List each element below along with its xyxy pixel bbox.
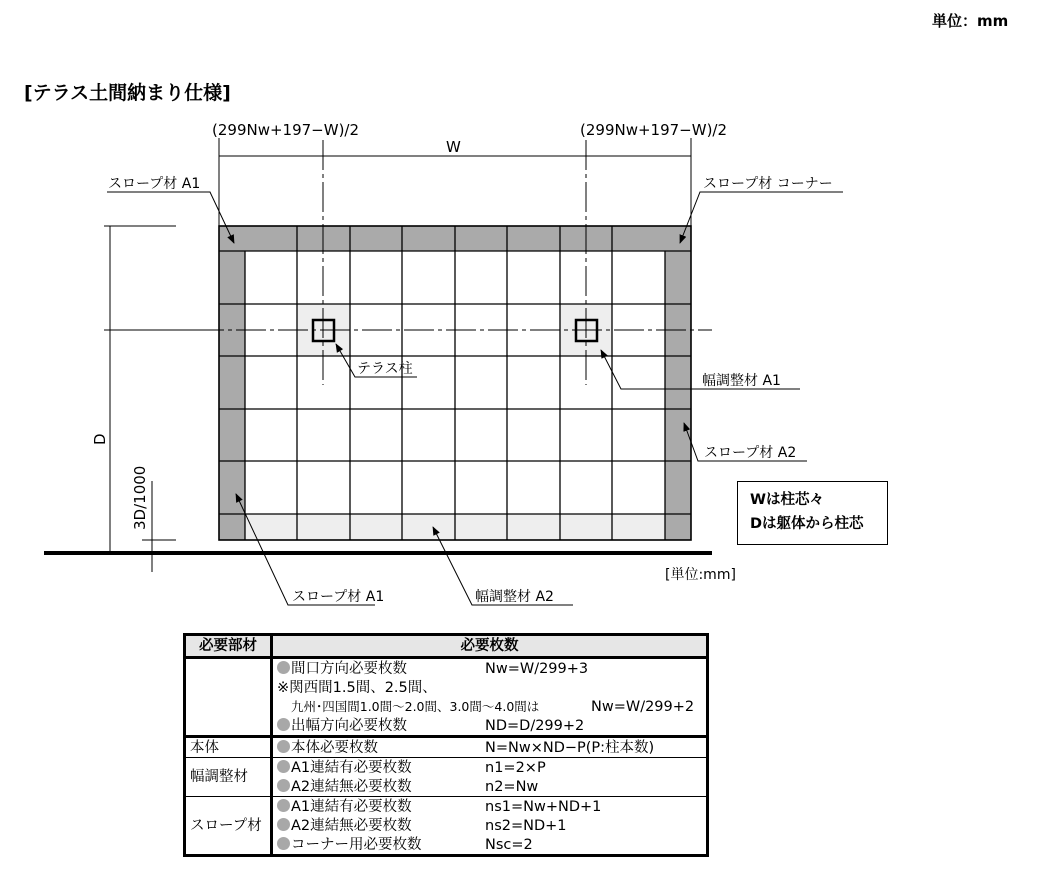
table-row: 九州･四国間1.0間～2.0間、3.0間～4.0間は Nw=W/299+2 (291, 698, 695, 715)
callout-terrace-pillar: テラス柱 (357, 361, 413, 377)
note-line-1: Wは柱芯々 (750, 492, 824, 508)
callout-slope-corner: スロープ材 コーナー (703, 176, 833, 192)
table-header-row (185, 635, 708, 658)
callout-slope-a2: スロープ材 A2 (704, 445, 797, 461)
dim-right-offset: (299Nw+197−W)/2 (580, 121, 728, 139)
category-cell (185, 658, 272, 737)
bullet-icon (277, 837, 290, 850)
grid-lines (219, 226, 691, 540)
table-section-slope (185, 797, 708, 856)
table-section-width-adjust (185, 758, 708, 797)
table-row: ※関西間1.5間、2.5間、 (277, 679, 437, 696)
bullet-icon (277, 760, 290, 773)
callout-slope-a1-top: スロープ材 A1 (108, 176, 201, 192)
table-section-body (185, 737, 708, 758)
bullet-icon (277, 740, 290, 753)
table-row: A1連結有必要枚数 n1=2×P (277, 758, 702, 777)
bullet-icon (277, 779, 290, 792)
dim-slope: 3D/1000 (131, 465, 149, 530)
required-materials-table (183, 633, 709, 857)
table-row: A2連結無必要枚数 ns2=ND+1 (277, 816, 702, 835)
table-section-general (185, 658, 708, 737)
bullet-icon (277, 718, 290, 731)
bullet-icon (277, 799, 290, 812)
callout-slope-a1-bottom: スロープ材 A1 (292, 589, 385, 605)
unit-label: 単位：mm (932, 12, 1009, 30)
note-box (737, 481, 888, 545)
table-row: A1連結有必要枚数 ns1=Nw+ND+1 (277, 797, 702, 816)
header-material: 必要部材 (185, 635, 272, 658)
unit-bracket-label: [単位:mm] (665, 567, 736, 583)
page-title: [テラス土間納まり仕様] (24, 82, 231, 104)
table-row: 出幅方向必要枚数 ND=D/299+2 (277, 716, 702, 735)
center-lines (110, 140, 712, 385)
depth-dimension (104, 226, 195, 572)
header-count: 必要枚数 (272, 635, 708, 658)
callout-leaders (107, 192, 843, 605)
bullet-icon (277, 661, 290, 674)
dim-width: W (446, 138, 461, 156)
bullet-icon (277, 818, 290, 831)
table-row: 間口方向必要枚数 Nw=W/299+3 (277, 659, 702, 678)
dim-left-offset: (299Nw+197−W)/2 (212, 121, 360, 139)
category-cell: スロープ材 (185, 797, 272, 856)
category-cell: 本体 (185, 737, 272, 758)
category-cell: 幅調整材 (185, 758, 272, 797)
table-row: 本体必要枚数 N=Nw×ND−P(P:柱本数) (277, 738, 702, 757)
dim-depth: D (91, 433, 109, 445)
table-row: A2連結無必要枚数 n2=Nw (277, 777, 702, 796)
callout-width-adjust-a1: 幅調整材 A1 (702, 373, 781, 389)
note-line-2: Dは躯体から柱芯 (750, 516, 864, 532)
table-row: コーナー用必要枚数 Nsc=2 (277, 835, 702, 854)
callout-width-adjust-a2: 幅調整材 A2 (475, 589, 554, 605)
